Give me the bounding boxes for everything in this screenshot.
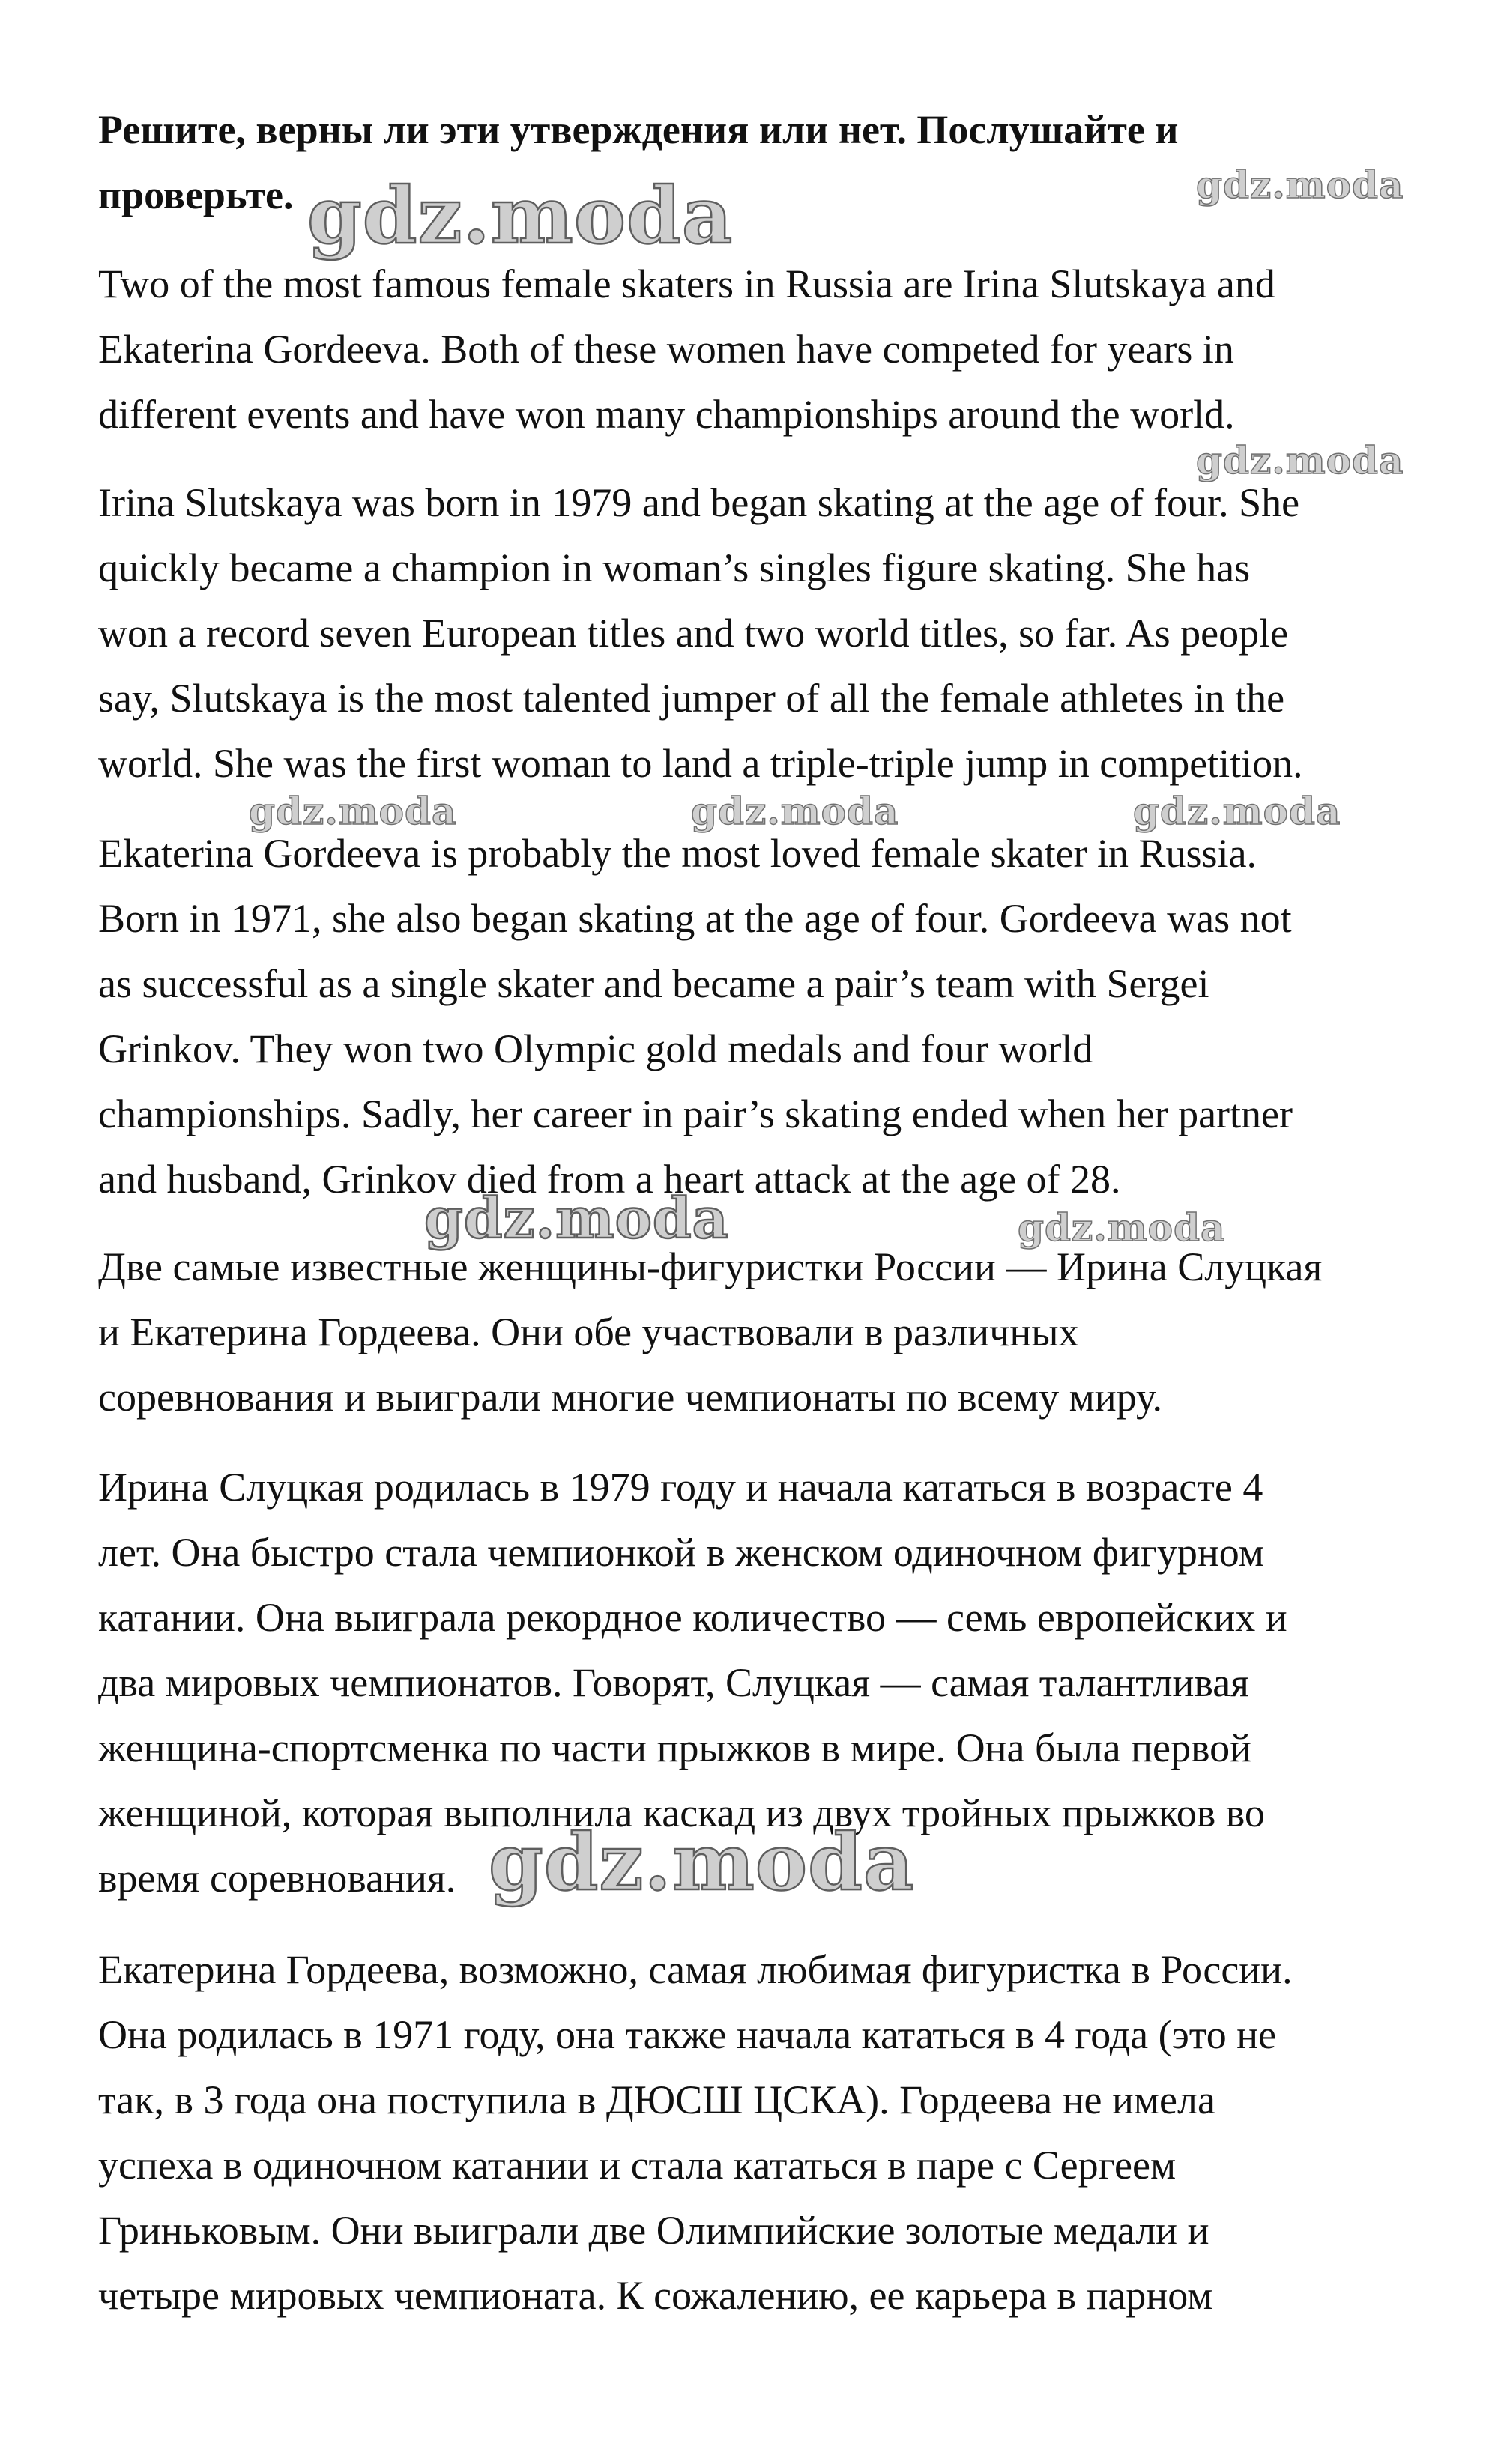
watermark-logo: gdz.moda — [1018, 1205, 1226, 1250]
russian-paragraph-1: Две самые известные женщины-фигуристки России — Ирина Слуцкая и Екатерина Гордеева. Они обе участвовали в различных соревнования и выиграли многие чемпионаты по всему миру. — [98, 1244, 1323, 1420]
task-heading: Решите, верны ли эти утверждения или нет. Послушайте и проверьте. — [98, 107, 1179, 217]
watermark-logo: gdz.moda — [424, 1187, 729, 1251]
watermark-logo: gdz.moda — [249, 789, 457, 833]
watermark-logo: gdz.moda — [307, 169, 734, 261]
english-paragraph-2: Irina Slutskaya was born in 1979 and began skating at the age of four. She quickly became a champion in woman’s singles figure skating. She has won a record seven European titles and two world titles, so far. As people say, Slutskaya is the most talented jumper of all the female athletes in the world. She was the first woman to land a triple-triple jump in competition. — [98, 480, 1303, 786]
watermark-logo: gdz.moda — [1196, 438, 1404, 482]
russian-paragraph-3: Екатерина Гордеева, возможно, самая любимая фигуристка в России. Она родилась в 1971 году, она также начала кататься в 4 года (это не так, в 3 года она поступила в ДЮСШ ЦСКА). Гордеева не имела успеха в одиночном катании и стала кататься в паре с Сергеем Гриньковым. Они выиграли две Олимпийские золотые медали и четыре мировых чемпионата. К сожалению, ее карьера в парном — [98, 1947, 1293, 2318]
english-paragraph-3: Ekaterina Gordeeva is probably the most loved female skater in Russia. Born in 1971, she also began skating at the age of four. Gordeeva was not as successful as a single skater and became a pair’s team with Sergei Grinkov. They won two Olympic gold medals and four world championships. Sadly, her career in pair’s skating ended when her partner and husband, Grinkov died from a heart attack at the age of 28. — [98, 831, 1293, 1202]
watermark-logo: gdz.moda — [1196, 163, 1404, 207]
watermark-logo: gdz.moda — [489, 1816, 915, 1908]
watermark-logo: gdz.moda — [1133, 789, 1341, 833]
russian-paragraph-2: Ирина Слуцкая родилась в 1979 году и начала кататься в возрасте 4 лет. Она быстро стала чемпионкой в женском одиночном фигурном катании. Она выиграла рекордное количество — семь европейских и два мировых чемпионатов. Говорят, Слуцкая — самая талантливая женщина-спортсменка по части прыжков в мире. Она была первой женщиной, которая выполнила каскад из двух тройных прыжков во время соревнования. — [98, 1465, 1287, 1901]
watermark-logo: gdz.moda — [691, 789, 899, 833]
english-paragraph-1: Two of the most famous female skaters in Russia are Irina Slutskaya and Ekaterina Gordeeva. Both of these women have competed for years in different events and have won many championships around the world. — [98, 261, 1275, 437]
